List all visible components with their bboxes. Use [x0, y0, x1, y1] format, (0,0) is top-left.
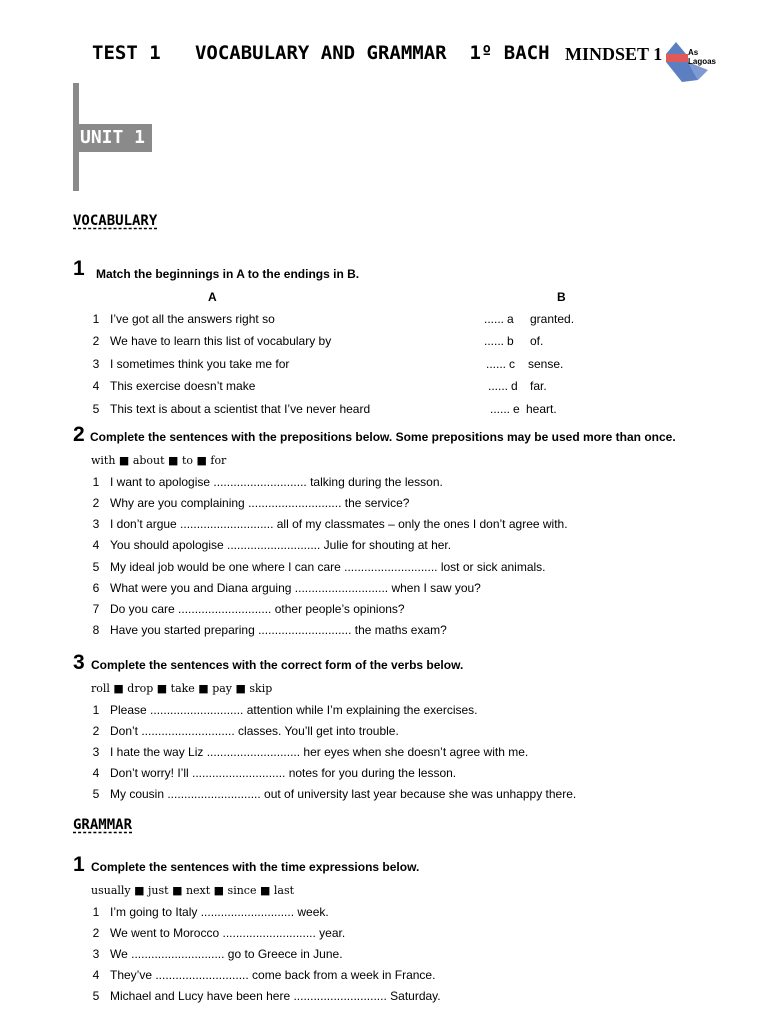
sentence-text: Don’t worry! I’ll ............................ notes for you during the lesson. — [110, 766, 457, 780]
column-a-header: A — [208, 290, 217, 304]
sentence-text: I hate the way Liz ............................ her eyes when she doesn’t agree with me. — [110, 745, 529, 759]
sentence-text: You should apologise ............................ Julie for shouting at her. — [110, 538, 452, 552]
item-beginning: This exercise doesn’t make — [110, 379, 256, 393]
item-number: 4 — [92, 379, 100, 393]
exercise-number: 1 — [73, 853, 85, 876]
answer-blank[interactable]: ...... — [490, 402, 511, 416]
logo-text: As Lagoas — [688, 48, 717, 66]
item-number: 3 — [92, 745, 100, 759]
sentence-text: Why are you complaining ............................ the service? — [110, 496, 410, 510]
item-number: 5 — [92, 989, 100, 1003]
item-number: 4 — [92, 538, 100, 552]
item-number: 1 — [92, 312, 100, 326]
item-number: 5 — [92, 402, 100, 416]
sentence-text: Michael and Lucy have been here ............................ Saturday. — [110, 989, 441, 1003]
exercise-number: 3 — [73, 651, 85, 674]
item-number: 5 — [92, 787, 100, 801]
item-letter: e — [513, 402, 520, 416]
mindset-title: MINDSET 1 — [565, 44, 663, 64]
item-number: 1 — [92, 475, 100, 489]
item-number: 2 — [92, 724, 100, 738]
sentence-text: We ............................ go to Greece in June. — [110, 947, 343, 961]
item-beginning: This text is about a scientist that I’ve never heard — [110, 402, 371, 416]
sentence-text: Have you started preparing ............................ the maths exam? — [110, 623, 447, 637]
answer-blank[interactable]: ...... — [486, 357, 507, 371]
sentence-text: They’ve ............................ come back from a week in France. — [110, 968, 436, 982]
item-ending: granted. — [530, 312, 575, 326]
item-number: 1 — [92, 703, 100, 717]
answer-blank[interactable]: ...... — [488, 379, 509, 393]
item-number: 6 — [92, 581, 100, 595]
item-number: 7 — [92, 602, 100, 616]
sentence-text: We went to Morocco ............................ year. — [110, 926, 346, 940]
sentence-text: My cousin ............................ out of university last year because she was unhappy there. — [110, 787, 577, 801]
item-ending: sense. — [528, 357, 564, 371]
item-number: 4 — [92, 968, 100, 982]
item-letter: c — [509, 357, 515, 371]
item-ending: of. — [530, 334, 544, 348]
grammar-heading: GRAMMAR — [73, 817, 133, 833]
item-number: 8 — [92, 623, 100, 637]
answer-blank[interactable]: ...... — [484, 312, 505, 326]
item-number: 3 — [92, 947, 100, 961]
item-number: 3 — [92, 517, 100, 531]
sentence-text: Don’t ............................ classes. You’ll get into trouble. — [110, 724, 399, 738]
item-number: 4 — [92, 766, 100, 780]
sentence-text: My ideal job would be one where I can care ............................ lost or sick animals. — [110, 560, 546, 574]
item-letter: b — [507, 334, 514, 348]
item-ending: far. — [530, 379, 547, 393]
item-number: 2 — [92, 926, 100, 940]
item-number: 5 — [92, 560, 100, 574]
unit-label: UNIT 1 — [76, 124, 152, 152]
item-number: 2 — [92, 496, 100, 510]
item-number: 1 — [92, 905, 100, 919]
column-b-header: B — [557, 290, 566, 304]
sentence-text: I don’t argue ............................ all of my classmates – only the ones I don’t agree with. — [110, 517, 568, 531]
test-title: TEST 1 VOCABULARY AND GRAMMAR 1º BACH — [92, 42, 550, 64]
sentence-text: I want to apologise ............................ talking during the lesson. — [110, 475, 443, 489]
exercise-number: 2 — [73, 423, 85, 446]
sentence-text: I’m going to Italy ............................ week. — [110, 905, 329, 919]
vocabulary-heading: VOCABULARY — [73, 213, 158, 229]
word-box: usually ■ just ■ next ■ since ■ last — [91, 884, 295, 897]
item-letter: d — [511, 379, 518, 393]
exercise-instruction: Match the beginnings in A to the endings in B. — [96, 267, 360, 281]
exercise-number: 1 — [73, 257, 85, 280]
item-number: 2 — [92, 334, 100, 348]
sentence-text: What were you and Diana arguing ............................ when I saw you? — [110, 581, 481, 595]
exercise-instruction: Complete the sentences with the time expressions below. — [91, 860, 420, 874]
exercise-instruction: Complete the sentences with the correct form of the verbs below. — [91, 658, 464, 672]
item-number: 3 — [92, 357, 100, 371]
sentence-text: Please ............................ attention while I’m explaining the exercises. — [110, 703, 478, 717]
exercise-instruction: Complete the sentences with the prepositions below. Some prepositions may be used more than once. — [90, 430, 676, 444]
answer-blank[interactable]: ...... — [484, 334, 505, 348]
item-beginning: I’ve got all the answers right so — [110, 312, 275, 326]
item-beginning: We have to learn this list of vocabulary by — [110, 334, 332, 348]
item-letter: a — [507, 312, 514, 326]
word-box: roll ■ drop ■ take ■ pay ■ skip — [91, 682, 273, 695]
sentence-text: Do you care ............................ other people’s opinions? — [110, 602, 405, 616]
word-box: with ■ about ■ to ■ for — [91, 454, 227, 467]
school-logo — [662, 40, 724, 86]
item-ending: heart. — [526, 402, 557, 416]
item-beginning: I sometimes think you take me for — [110, 357, 290, 371]
